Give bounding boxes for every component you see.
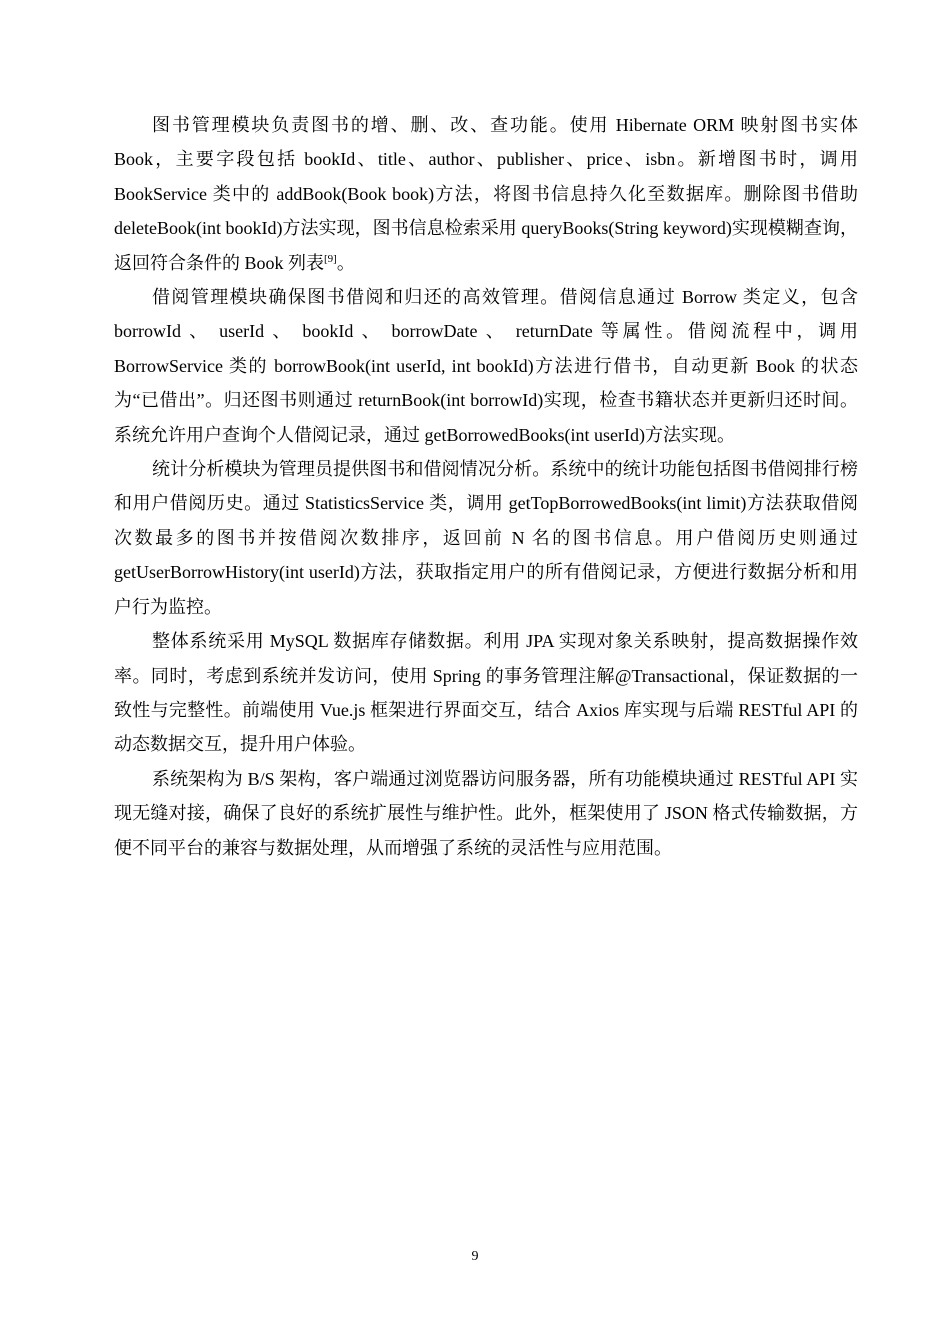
paragraph-text: 系统架构为 B/S 架构，客户端通过浏览器访问服务器，所有功能模块通过 RESTful API 实现无缝对接，确保了良好的系统扩展性与维护性。此外，框架使用了 JSON 格式传输数据，方便不同平台的兼容与数据处理，从而增强了系统的灵活性与应用范围。: [114, 768, 858, 858]
paragraph-text: 整体系统采用 MySQL 数据库存储数据。利用 JPA 实现对象关系映射，提高数据操作效率。同时，考虑到系统并发访问，使用 Spring 的事务管理注解@Transactional，保证数据的一致性与完整性。前端使用 Vue.js 框架进行界面交互，结合 Axios 库实现与后端 RESTful API 的动态数据交互，提升用户体验。: [114, 631, 858, 755]
page-number: 9: [471, 1249, 479, 1264]
paragraph-statistics: [114, 452, 858, 624]
paragraph-text: 借阅管理模块确保图书借阅和归还的高效管理。借阅信息通过 Borrow 类定义，包含 borrowId 、 userId 、 bookId 、 borrowDate 、 returnDate 等属性。借阅流程中，调用 BorrowService 类的 borrowBook(int userId, int bookId)方法进行借书，自动更新 Book 的状态为“已借出”。归还图书则通过 returnBook(int borrowId)实现，检查书籍状态并更新归还时间。系统允许用户查询个人借阅记录，通过 getBorrowedBooks(int userId)方法实现。: [114, 287, 858, 445]
paragraph-text: 统计分析模块为管理员提供图书和借阅情况分析。系统中的统计功能包括图书借阅排行榜和用户借阅历史。通过 StatisticsService 类，调用 getTopBorrowedBooks(int limit)方法获取借阅次数最多的图书并按借阅次数排序，返回前 N 名的图书信息。用户借阅历史则通过 getUserBorrowHistory(int userId)方法，获取指定用户的所有借阅记录，方便进行数据分析和用户行为监控。: [114, 459, 858, 617]
paragraph-tail: 。: [336, 252, 355, 273]
paragraph-text: 图书管理模块负责图书的增、删、改、查功能。使用 Hibernate ORM 映射图书实体 Book，主要字段包括 bookId、title、author、publisher、price、isbn。新增图书时，调用 BookService 类中的 addBook(Book book)方法，将图书信息持久化至数据库。删除图书借助 deleteBook(int bookId)方法实现，图书信息检索采用 queryBooks(String keyword)实现模糊查询，返回符合条件的 Book 列表: [114, 115, 858, 273]
paragraph-borrow-management: [114, 280, 858, 452]
paragraph-book-management: [114, 108, 858, 280]
paragraph-architecture: [114, 762, 858, 865]
citation-marker: [9]: [324, 252, 337, 265]
body-text: [114, 108, 858, 865]
paragraph-system-overall: [114, 624, 858, 762]
